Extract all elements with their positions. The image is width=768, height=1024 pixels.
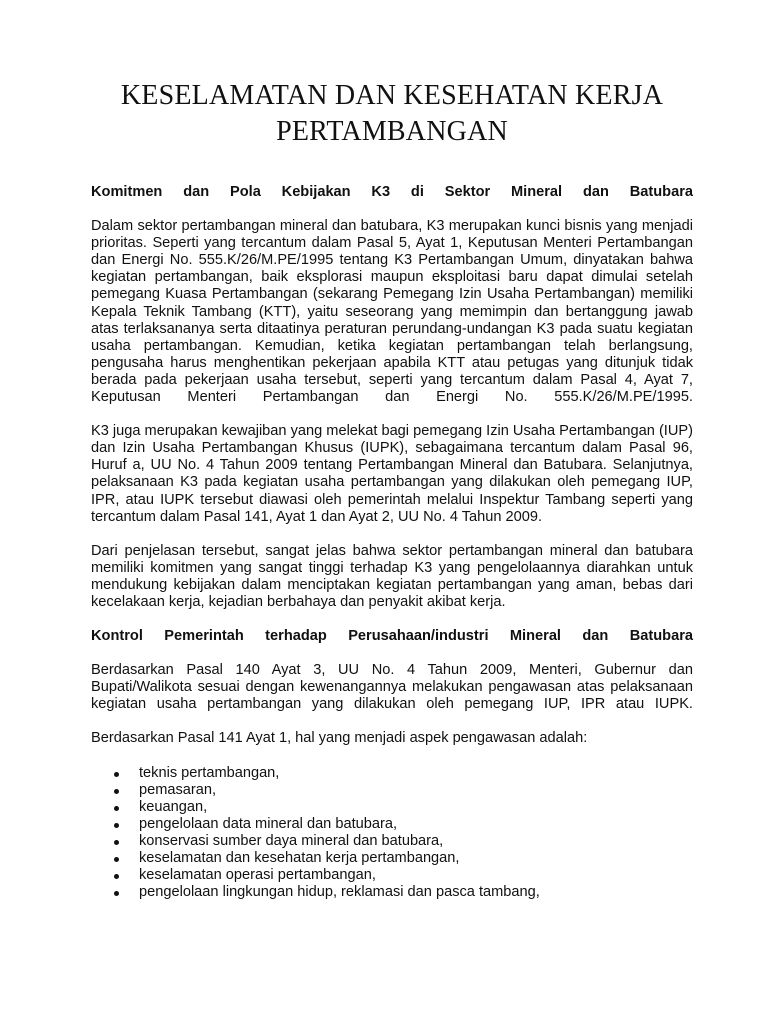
- list-item: [91, 799, 693, 816]
- list-item-text: teknis pertambangan,: [139, 764, 280, 781]
- paragraph: K3 juga merupakan kewajiban yang melekat bagi pemegang Izin Usaha Pertambangan (IUP) dan Izin Usaha Pertambangan Khusus (IUPK), sebagaimana tercantum dalam Pasal 96, Huruf a, UU No. 4 Tahun 2009 tentang Pertambangan Mineral dan Batubara. Selanjutnya, pelaksanaan K3 pada kegiatan usaha pertambangan yang dilakukan oleh pemegang IUP, IPR, atau IUPK tersebut diawasi oleh pemerintah melalui Inspektur Tambang seperti yang tercantum dalam Pasal 141, Ayat 1 dan Ayat 2, UU No. 4 Tahun 2009.: [91, 423, 693, 525]
- bullet-icon: [114, 891, 119, 896]
- document-page: [91, 0, 693, 901]
- list-item-text: pengelolaan data mineral dan batubara,: [139, 815, 398, 832]
- bullet-icon: [114, 874, 119, 879]
- list-item-text: keselamatan dan kesehatan kerja pertambangan,: [139, 850, 460, 866]
- bullet-icon: [114, 806, 119, 811]
- list-item-text: keselamatan operasi pertambangan,: [139, 867, 376, 884]
- list-item: [91, 850, 693, 867]
- document-body: [91, 184, 693, 901]
- paragraph: Dalam sektor pertambangan mineral dan batubara, K3 merupakan kunci bisnis yang menjadi prioritas. Seperti yang tercantum dalam Pasal 5, Ayat 1, Keputusan Menteri Pertambangan dan Energi No. 555.K/26/M.PE/1995 tentang K3 Pertambangan Umum, dinyatakan bahwa kegiatan pertambangan, baik eksplorasi maupun eksploitasi baru dapat dimulai setelah pemegang Kuasa Pertambangan (sekarang Pemegang Izin Usaha Pertambangan) memiliki Kepala Teknik Tambang (KTT), yaitu seseorang yang memimpin dan bertanggung jawab atas terlaksananya serta ditaatinya peraturan perundang-undangan K3 pada suatu kegiatan usaha pertambangan. Kemudian, ketika kegiatan pertambangan telah berlangsung, pengusaha harus menghentikan pekerjaan apabila KTT atau petugas yang ditunjuk tidak berada pada pekerjaan usaha tersebut, seperti yang tercantum dalam Pasal 4, Ayat 7, Keputusan Menteri Pertambangan dan Energi No. 555.K/26/M.PE/1995.: [91, 218, 693, 406]
- list-item: [91, 816, 693, 833]
- list-item: [91, 884, 693, 901]
- bullet-list: [91, 765, 693, 902]
- list-item-text: keuangan,: [139, 798, 208, 815]
- bullet-icon: [114, 789, 119, 794]
- bullet-icon: [114, 840, 119, 845]
- section-heading: Kontrol Pemerintah terhadap Perusahaan/industri Mineral dan Batubara: [91, 628, 693, 645]
- list-item-text: pengelolaan lingkungan hidup, reklamasi dan pasca tambang,: [139, 884, 540, 901]
- bullet-icon: [114, 772, 119, 777]
- bullet-icon: [114, 857, 119, 862]
- list-item: [91, 782, 693, 799]
- list-item: [91, 765, 693, 782]
- document-title: KESELAMATAN DAN KESEHATAN KERJA PERTAMBANGAN: [120, 80, 664, 147]
- list-item: [91, 867, 693, 884]
- paragraph: Berdasarkan Pasal 140 Ayat 3, UU No. 4 Tahun 2009, Menteri, Gubernur dan Bupati/Walikota sesuai dengan kewenangannya melakukan pengawasan atas pelaksanaan kegiatan usaha pertambangan yang dilakukan oleh pemegang IUP, IPR atau IUPK.: [91, 662, 693, 713]
- section-heading: Komitmen dan Pola Kebijakan K3 di Sektor Mineral dan Batubara: [91, 184, 693, 200]
- list-item-text: konservasi sumber daya mineral dan batubara,: [139, 832, 444, 849]
- paragraph: Dari penjelasan tersebut, sangat jelas bahwa sektor pertambangan mineral dan batubara memiliki komitmen yang sangat tinggi terhadap K3 yang pengelolaannya diarahkan untuk mendukung kebijakan dalam menciptakan kegiatan pertambangan yang aman, bebas dari kecelakaan kerja, kejadian berbahaya dan penyakit akibat kerja.: [91, 542, 693, 610]
- list-item: [91, 833, 693, 850]
- paragraph: Berdasarkan Pasal 141 Ayat 1, hal yang menjadi aspek pengawasan adalah:: [91, 730, 588, 747]
- list-item-text: pemasaran,: [139, 781, 217, 798]
- bullet-icon: [114, 823, 119, 828]
